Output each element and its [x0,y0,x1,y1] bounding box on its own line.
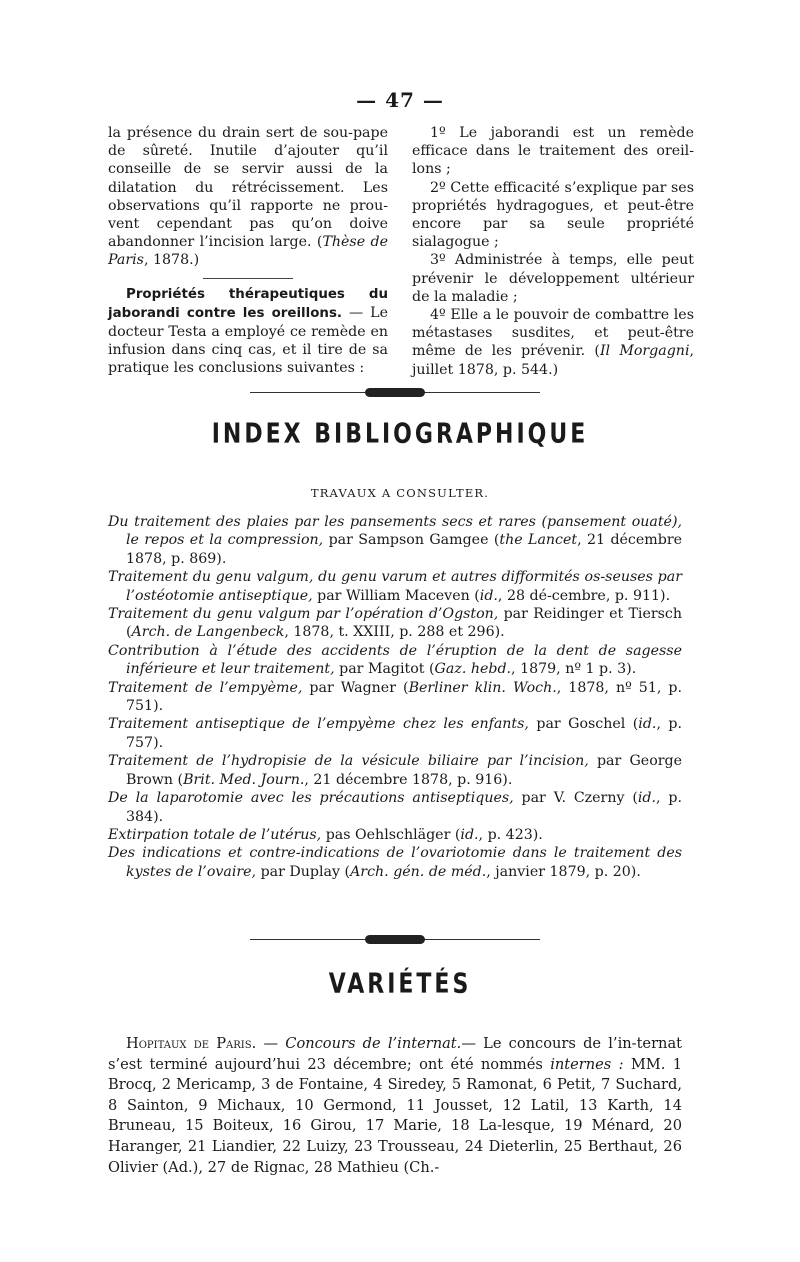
hopitaux-lead: Hopitaux de Paris. [126,1035,257,1052]
entry-details: , 21 décembre 1878, p. 869). [126,532,682,567]
entry-title: Des indications et contre-indications de l’ovariotomie dans le traitement des kystes de l’ovaire, [108,845,682,880]
entry-journal: Arch. gén. de méd. [350,863,487,880]
entry-details: , 21 décembre 1878, p. 916). [304,771,513,788]
entry-details: , 1878, nº 51, p. 751). [126,679,683,715]
varietes-title: VARIÉTÉS [328,968,472,1001]
entry-details: , p. 757). [126,716,682,751]
bibliography-entry [108,826,682,844]
conclusion-1: 1º Le jaborandi est un remède efficace dans le traitement des oreil-lons ; [412,125,694,178]
bibliography-entry [108,642,682,679]
morgagni-source: Il Morgagni [599,343,690,360]
index-subtitle: TRAVAUX A CONSULTER. [310,486,490,500]
entry-journal: Berliner klin. Woch. [408,679,557,696]
jaborandi-heading: Propriétés thérapeutiques du jaborandi contre les oreillons. [108,286,388,321]
conclusion-4-text: 4º Elle a le pouvoir de combattre les métastases susdites, et peut-être même de les prévenir. ( [412,307,694,360]
entry-details: , p. 384). [126,790,682,825]
bibliography-entry [108,605,682,642]
entry-journal: id. [479,587,498,604]
bibliography-entry [108,679,682,716]
entry-author: par Magitot ( [334,661,435,678]
varietes-body-1: — Le concours de l’in-ternat s’est terminé aujourd’hui 23 décembre; ont été nommés [108,1035,683,1073]
bibliography-entry [108,513,682,568]
ornament-divider-1 [250,388,540,398]
internes-label: internes : [550,1055,624,1073]
entry-journal: id. [638,716,657,733]
bibliography-list [108,513,682,881]
right-column [412,124,694,379]
bibliography-entry [108,752,682,789]
index-title: INDEX BIBLIOGRAPHIQUE [211,418,589,451]
entry-title: De la laparotomie avec les précautions antiseptiques, [108,790,514,807]
entry-author: par Duplay ( [256,863,351,880]
page-number: — 47 — [356,88,444,112]
conclusion-3: 3º Administrée à temps, elle peut prévenir le développement ultérieur de la maladie ; [412,252,694,305]
varietes-text [108,1034,682,1178]
entry-title: Traitement du genu valgum, du genu varum et autres difformités os-seuses par l’ostéotomie antiseptique, [108,569,682,604]
conclusion-2: 2º Cette efficacité s’explique par ses propriétés hydragogues, et peut-être encore par sa seule propriété sialagogue ; [412,179,694,251]
left-column [108,124,388,378]
entry-title: Du traitement des plaies par les pansements secs et rares (pansement ouaté), le repos et la compression, [108,514,682,549]
left-paragraph-1 [108,124,388,270]
thesis-year: , 1878.) [143,252,200,269]
ornament-divider-2 [250,935,540,945]
entry-details: , 1878, t. XXIII, p. 288 et 296). [284,624,505,641]
bibliography-entry [108,844,682,881]
entry-title: Extirpation totale de l’utérus, [108,826,322,843]
left-paragraph-2-text: — Le docteur Testa a employé ce remède en infusion dans cinq cas, et il tire de sa pratique les conclusions suivantes : [108,304,388,377]
short-rule [203,278,293,279]
bibliography-entry [108,568,682,605]
entry-title: Contribution à l’étude des accidents de l’éruption de la dent de sagesse inférieure et leur traitement, [108,642,682,678]
left-paragraph-1-text: la présence du drain sert de sou-pape de sûreté. Inutile d’ajouter qu’il conseille de se servir aussi de la dilatation du rétrécissement. Les observations qu’il rapporte ne prou-vent cependant pas qu’on doive abandonner l’incision large. ( [108,125,388,251]
entry-details: , 28 dé-cembre, p. 911). [497,587,671,604]
entry-author: par William Maceven ( [312,587,480,604]
bibliography-entry [108,715,682,752]
entry-author: par V. Czerny ( [513,790,638,807]
entry-journal: Gaz. hebd. [434,661,512,678]
varietes-dash: — [256,1035,286,1052]
entry-journal: id. [460,826,479,843]
concours-topic: Concours de l’internat. [285,1035,462,1052]
left-paragraph-2 [108,285,388,378]
ornament-knot [365,935,425,944]
ornament-knot [365,388,425,397]
entry-author: pas Oehlschläger ( [321,826,461,843]
entry-journal: the Lancet [499,532,578,549]
entry-details: , 1879, nº 1 p. 3). [511,661,637,678]
entry-title: Traitement de l’empyème, [108,679,303,696]
entry-details: , p. 423). [478,826,543,843]
thesis-source: Thèse de Paris [108,234,388,269]
entry-details: , janvier 1879, p. 20). [486,863,641,880]
varietes-paragraph [108,1034,682,1178]
morgagni-date: , juillet 1878, p. 544.) [412,343,694,378]
entry-title: Traitement antiseptique de l’empyème chez les enfants, [108,716,529,733]
entry-author: par Wagner ( [302,679,409,696]
bibliography-entry [108,789,682,826]
entry-title: Traitement du genu valgum par l’opération d’Ogston, [108,606,499,623]
entry-author: par Goschel ( [528,716,639,733]
varietes-body-2: MM. 1 Brocq, 2 Mericamp, 3 de Fontaine, 4 Siredey, 5 Ramonat, 6 Petit, 7 Suchard, 8 Sainton, 9 Michaux, 10 Germond, 11 Jousset, 12 Latil, 13 Karth, 14 Bruneau, 15 Boiteux, 16 Girou, 17 Marie, 18 La-lesque, 19 Ménard, 20 Haranger, 21 Liandier, 22 Luizy, 23 Trousseau, 24 Dieterlin, 25 Berthaut, 26 Olivier (Ad.), 27 de Rignac, 28 Mathieu (Ch.- [108,1055,682,1176]
entry-journal: Brit. Med. Journ. [183,771,305,788]
entry-author: par George Brown ( [126,753,683,788]
entry-author: par Sampson Gamgee ( [323,532,500,549]
conclusion-4 [412,306,694,379]
entry-journal: id. [637,790,657,807]
entry-journal: Arch. de Langenbeck [131,624,285,641]
entry-title: Traitement de l’hydropisie de la vésicule biliaire par l’incision, [108,753,589,770]
entry-author: par Reidinger et Tiersch ( [126,606,682,641]
